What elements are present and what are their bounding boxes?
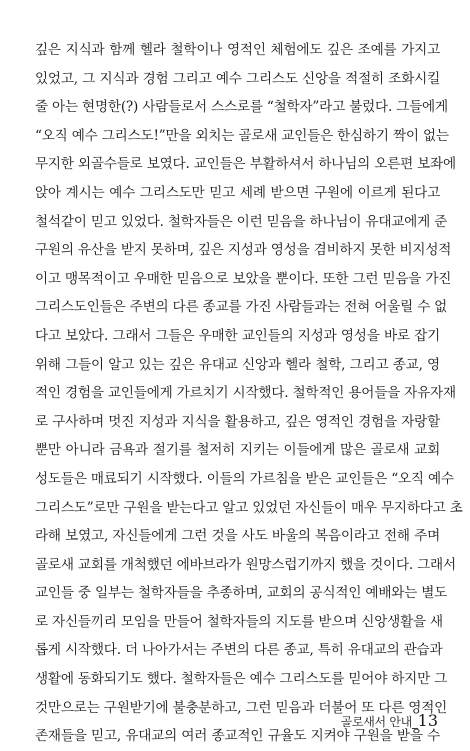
text-line: 성도들은 매료되기 시작했다. 이들의 가르침을 받은 교인들은 “오직 예수 xyxy=(35,470,454,487)
text-line: 롭게 시작했다. 더 나아가서는 주변의 다른 종교, 특히 유대교의 관습과 xyxy=(35,642,443,659)
page-footer xyxy=(341,711,438,730)
text-line: 라해 보였고, 자신들에게 그런 것을 사도 바울의 복음이라고 전해 주며 xyxy=(35,528,440,545)
text-line: 골로새 교회를 개척했던 에바브라가 원망스럽기까지 했을 것이다. 그래서 xyxy=(35,556,456,573)
text-line: 줄 아는 현명한(?) 사람들로서 스스로를 “철학자”라고 불렀다. 그들에게 xyxy=(35,99,448,116)
text-line: 철석같이 믿고 있었다. 철학자들은 이런 믿음을 하나님이 유대교에게 준 xyxy=(35,213,448,230)
running-title: 골로새서 안내 xyxy=(340,715,412,729)
text-line: 다고 보았다. 그래서 그들은 우매한 교인들의 지성과 영성을 바로 잡기 xyxy=(35,327,440,344)
text-line: 교인들 중 일부는 철학자들을 추종하며, 교회의 공식적인 예배와는 별도 xyxy=(35,585,448,602)
text-line: 깊은 지식과 함께 헬라 철학이나 영적인 체험에도 깊은 조예를 가지고 xyxy=(35,42,440,58)
body-text xyxy=(35,36,463,751)
text-line: 생활에 동화되기도 했다. 철학자들은 예수 그리스도를 믿어야 하지만 그 xyxy=(35,671,448,688)
footer-separator: _ xyxy=(411,715,418,729)
text-line: 이고 맹목적이고 우매한 믿음으로 보았을 뿐이다. 또한 그런 믿음을 가진 xyxy=(35,270,452,287)
page-number: 13 xyxy=(417,711,438,730)
text-line: 존재들을 믿고, 유대교의 여러 종교적인 규율도 지켜야 구원을 받을 수 xyxy=(35,728,440,745)
text-line: 뿐만 아니라 금욕과 절기를 철저히 지키는 이들에게 많은 골로새 교회 xyxy=(35,442,440,459)
text-line: 로 구사하며 멋진 지성과 지식을 활용하고, 깊은 영적인 경험을 자랑할 xyxy=(35,413,440,430)
text-line: 앉아 계시는 예수 그리스도만 믿고 세례 받으면 구원에 이르게 된다고 xyxy=(35,184,440,201)
text-line: “오직 예수 그리스도!”만을 외치는 골로새 교인들은 한심하기 짝이 없는 xyxy=(35,127,449,144)
text-line: 구원의 유산을 받지 못하며, 깊은 지성과 영성을 겸비하지 못한 비지성적 xyxy=(35,242,452,259)
text-line: 무지한 외골수들로 보였다. 교인들은 부활하셔서 하나님의 오른편 보좌에 xyxy=(35,156,456,173)
text-line: 로 자신들끼리 모임을 만들어 철학자들의 지도를 받으며 신앙생활을 새 xyxy=(35,613,443,630)
text-line: 적인 경험을 교인들에게 가르치기 시작했다. 철학적인 용어들을 자유자재 xyxy=(35,385,456,402)
text-line: 위해 그들이 알고 있는 깊은 유대교 신앙과 헬라 철학, 그리고 종교, 영 xyxy=(35,356,440,373)
text-line: 그리스도”로만 구원을 받는다고 알고 있었던 자신들이 매우 무지하다고 초 xyxy=(35,499,463,516)
text-line: 그리스도인들은 주변의 다른 종교를 가진 사람들과는 전혀 어울릴 수 없 xyxy=(35,299,448,316)
text-line: 있었고, 그 지식과 경험 그리고 예수 그리스도 신앙을 적절히 조화시킬 xyxy=(35,70,440,87)
text-line: 것만으로는 구원받기에 불충분하고, 그런 믿음과 더불어 또 다른 영적인 xyxy=(35,699,448,716)
